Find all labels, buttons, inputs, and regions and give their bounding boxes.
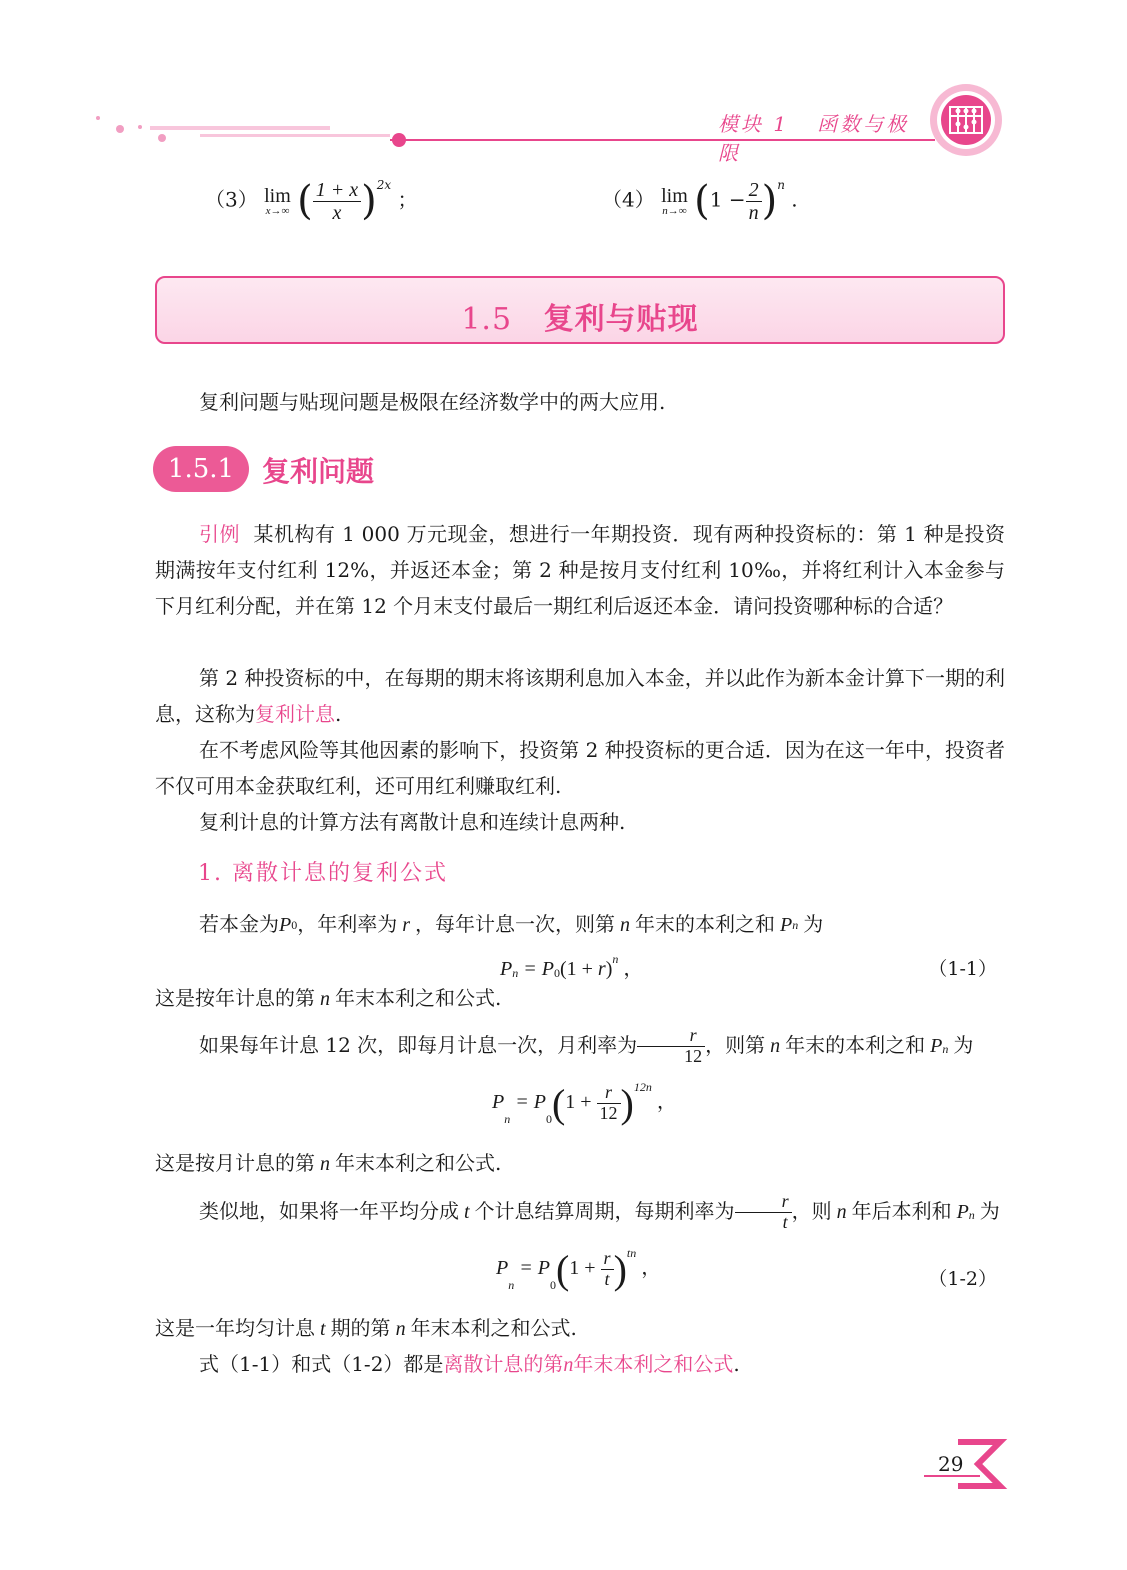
- paragraph-10: 这是一年均匀计息 t 期的第 n 年末本利之和公式.: [155, 1316, 577, 1340]
- dot-4: [158, 134, 166, 142]
- abacus-icon: [926, 80, 1006, 160]
- paragraph-3: 在不考虑风险等其他因素的影响下，投资第 2 种投资标的更合适．因为在这一年中，投资者不仅可用本金获取红利，还可用红利赚取红利.: [155, 738, 1005, 798]
- example-paragraph: 引例 某机构有 1 000 万元现金，想进行一年期投资．现有两种投资标的：第 1 种是投资期满按年支付红利 12%，并返还本金；第 2 种是按月支付红利 10‰，并将红利计入本金参与下月红利分配，并在第 12 个月末支付最后一期红利后返还本金．请问投资哪种标的合适？: [155, 522, 1005, 618]
- header-module: 模块 1 函数与极限: [718, 112, 910, 165]
- paragraph-4: 复利计息的计算方法有离散计息和连续计息两种.: [199, 810, 626, 834]
- exercise-item-4: （4） lim n→∞ (1 − $\frac{2}{n}$ )$^n$ .: [602, 178, 798, 224]
- equation-number-1-1: （1-1）: [928, 958, 997, 980]
- subheading-discrete: 1. 离散计息的复利公式: [198, 861, 448, 886]
- equation-1-1: $Pn = P0(1 + r)^n$ ，: [500, 952, 644, 980]
- intro-paragraph: 复利问题与贴现问题是极限在经济数学中的两大应用.: [199, 390, 666, 414]
- equation-monthly: Pn = P0(1 + $\frac{r}{12}$ )$^{12n}$ ，: [492, 1080, 677, 1126]
- subsection-number: 1.5.1: [153, 446, 249, 492]
- paragraph-2: 第 2 种投资标的中，在每期的期末将该期利息加入本金，并以此作为新本金计算下一期的利息，这称为复利计息.: [155, 666, 1005, 726]
- dot-1: [96, 116, 100, 120]
- paragraph-8: 这是按月计息的第 n 年末本利之和公式.: [155, 1151, 502, 1175]
- equation-number-1-2: （1-2）: [928, 1268, 997, 1290]
- term-compound-interest: 复利计息: [255, 702, 335, 726]
- subsection-title: 复利问题: [262, 455, 375, 488]
- section-title: 1.5 复利与贴现: [461, 302, 699, 337]
- section-title-box: [155, 276, 1005, 344]
- paragraph-5: 若本金为P0，年利率为 r ，每年计息一次，则第 n 年末的本利之和 Pn 为: [199, 912, 824, 936]
- example-label: 引例: [199, 522, 240, 546]
- stripe-1: [150, 126, 330, 130]
- paragraph-11: 式（1-1）和式（1-2）都是离散计息的第n年末本利之和公式.: [199, 1352, 740, 1376]
- page-number: 29: [938, 1452, 964, 1476]
- stripe-2: [200, 134, 390, 137]
- term-discrete-formula: 离散计息的第n年末本利之和公式: [443, 1352, 734, 1376]
- dot-2: [116, 125, 124, 133]
- equation-1-2: Pn = P0(1 + $\frac{r}{t}$ )$^{tn}$ ，: [496, 1246, 662, 1292]
- paragraph-9: 类似地，如果将一年平均分成 t 个计息结算周期，每期利率为 $\frac{r}{t}$ ，则 n 年后本利和 Pn 为: [199, 1191, 1000, 1232]
- paragraph-6: 这是按年计息的第 n 年末本利之和公式.: [155, 986, 502, 1010]
- exercise-item-3: （3） lim x→∞ ( $\frac{1 + x}{x}$ )$^{2x}$ ；: [205, 178, 418, 224]
- paragraph-7: 如果每年计息 12 次，即每月计息一次，月利率为 $\frac{r}{12}$ ，则第 n 年末的本利之和 Pn 为: [199, 1025, 974, 1066]
- header-knob: [392, 133, 406, 147]
- page-corner-decoration: [920, 1436, 1010, 1496]
- dot-3: [138, 125, 142, 129]
